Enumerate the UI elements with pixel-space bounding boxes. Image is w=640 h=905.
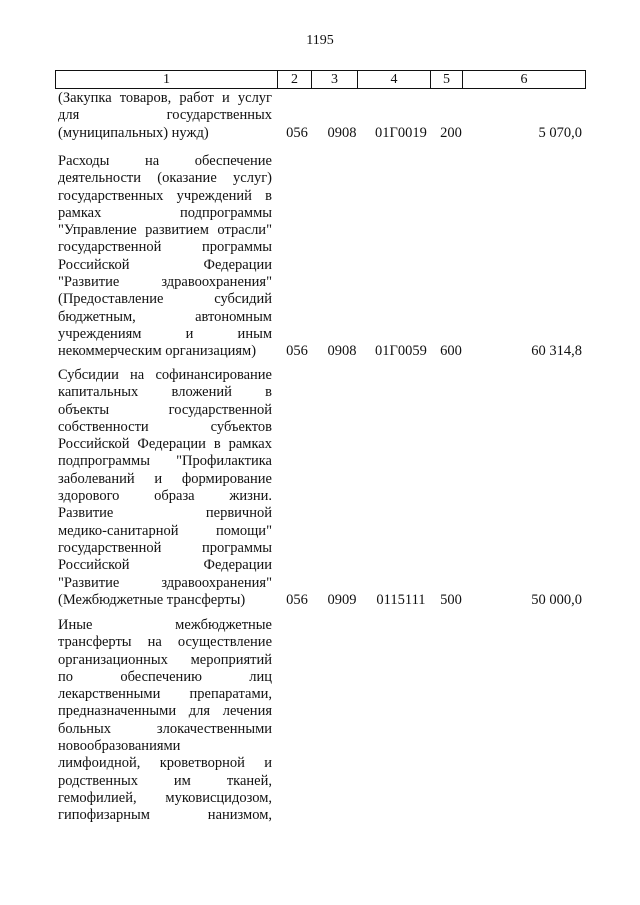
amount: 50 000,0 [531, 591, 582, 608]
description-line: здорового образа жизни. [58, 488, 272, 505]
description-line: деятельности (оказание услуг) [58, 170, 272, 187]
description-line: государственной программы [58, 539, 272, 556]
code-section: 0909 [327, 591, 357, 608]
description-line: Российской Федерации [58, 256, 272, 273]
description-line: заболеваний и формирование [58, 470, 272, 487]
description-line: "Развитие здравоохранения" [58, 274, 272, 291]
description-line: Российской Федерации [58, 557, 272, 574]
description-line: Субсидии на софинансирование [58, 367, 272, 383]
description-line: Иные межбюджетные [58, 617, 272, 633]
description-line: лекарственными препаратами, [58, 686, 272, 703]
code-expense-type: 500 [440, 591, 462, 608]
code-ministry: 056 [286, 591, 308, 608]
column-header-5: 5 [431, 71, 463, 89]
code-expense-type: 600 [440, 343, 462, 360]
description-line: подпрограммы "Профилактика [58, 453, 272, 470]
row-description [58, 617, 272, 825]
code-ministry: 056 [286, 124, 308, 141]
description-line: лимфоидной, кроветворной и [58, 755, 272, 772]
description-line: по обеспечению лиц [58, 668, 272, 685]
description-line: родственных им тканей, [58, 772, 272, 789]
description-line: гипофизарным нанизмом, [58, 807, 272, 824]
code-target-article: 01Г0019 [375, 124, 427, 141]
description-line: Расходы на обеспечение [58, 153, 272, 169]
description-line: некоммерческим организациям) [58, 343, 257, 360]
description-line: Российской Федерации в рамках [58, 436, 272, 453]
amount: 5 070,0 [538, 124, 582, 141]
code-section: 0908 [327, 124, 357, 141]
description-line: "Развитие здравоохранения" [58, 574, 272, 591]
description-line: (Межбюджетные трансферты) [58, 591, 246, 608]
description-line: гемофилией, муковисцидозом, [58, 789, 272, 806]
description-line: предназначенными для лечения [58, 703, 272, 720]
description-line: "Управление развитием отрасли" [58, 222, 272, 239]
column-header-3: 3 [312, 71, 358, 89]
column-header-4: 4 [358, 71, 431, 89]
description-line: больных злокачественными [58, 720, 272, 737]
description-line: организационных мероприятий [58, 651, 272, 668]
code-expense-type: 200 [440, 124, 462, 141]
description-line: государственных учреждений в [58, 187, 272, 204]
description-line: учреждениям и иным [58, 325, 272, 342]
description-line: (муниципальных) нужд) [58, 124, 209, 141]
description-line: новообразованиями [58, 738, 181, 755]
description-line: Развитие первичной [58, 505, 272, 522]
description-line: (Предоставление субсидий [58, 291, 272, 308]
column-header-row [55, 70, 586, 89]
code-ministry: 056 [286, 343, 308, 360]
code-target-article: 01Г0059 [375, 343, 427, 360]
description-line: рамках подпрограммы [58, 204, 272, 221]
description-line: медико-санитарной помощи" [58, 522, 272, 539]
code-target-article: 0115111 [376, 591, 426, 608]
row-description [58, 153, 272, 361]
column-header-6: 6 [463, 71, 586, 89]
column-header-2: 2 [278, 71, 312, 89]
description-line: трансферты на осуществление [58, 634, 272, 651]
row-description [58, 367, 272, 609]
page-number: 1195 [306, 33, 334, 48]
description-line: (Закупка товаров, работ и услуг [58, 90, 272, 106]
description-line: собственности субъектов [58, 418, 272, 435]
description-line: капитальных вложений в [58, 384, 272, 401]
description-line: бюджетным, автономным [58, 308, 272, 325]
description-line: государственной программы [58, 239, 272, 256]
column-header-1: 1 [56, 71, 278, 89]
description-line: объекты государственной [58, 401, 272, 418]
code-section: 0908 [327, 343, 357, 360]
row-description [58, 90, 272, 142]
amount: 60 314,8 [531, 343, 582, 360]
description-line: для государственных [58, 107, 272, 124]
